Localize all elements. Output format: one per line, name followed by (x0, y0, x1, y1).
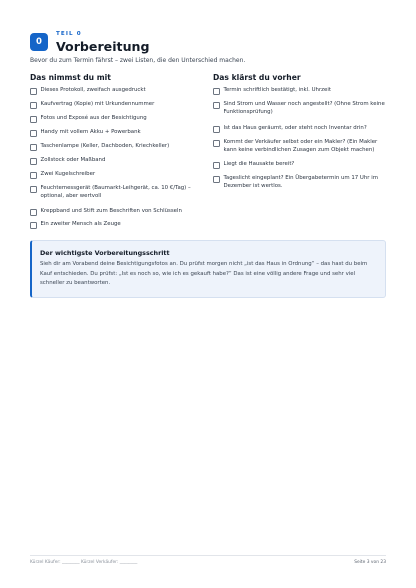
checklist-item-line: kann keine verbindlichen Zusagen zum Objekt machen) (223, 146, 375, 153)
checklist-item-label: Fotos und Exposé aus der Besichtigung (40, 115, 147, 121)
checkbox[interactable] (30, 144, 37, 151)
checklist-item (30, 143, 169, 151)
checkbox[interactable] (213, 162, 220, 169)
checklist-item (213, 139, 377, 154)
page-number: Seite 3 von 23 (354, 560, 386, 565)
tip-callout (30, 240, 386, 298)
checklist-item (30, 115, 147, 123)
checklist-item-label: Zollstock oder Maßband (40, 157, 106, 163)
intro-text: Bevor du zum Termin fährst – zwei Listen, die den Unterschied machen. (30, 57, 246, 64)
section-number-badge: 0 (30, 33, 48, 51)
checklist-item-label (224, 101, 385, 116)
checklist-bring (30, 73, 210, 227)
section-header (30, 31, 150, 54)
checklist-item-line: optional, aber wertvoll (40, 192, 102, 199)
checkbox[interactable] (30, 222, 37, 229)
tip-callout-title: Der wichtigste Vorbereitungsschritt (40, 249, 170, 257)
checklist-item (30, 221, 121, 229)
checklist-item-line: Feuchtemessgerät (Baumarkt-Leihgerät, ca. 10 €/Tag) – (40, 185, 191, 191)
checkbox[interactable] (213, 126, 220, 133)
checklist-item (30, 129, 141, 137)
page-title: Vorbereitung (56, 39, 150, 54)
checklist-item-label (41, 185, 191, 200)
checklist-item-label: Ist das Haus geräumt, oder steht noch Inventar drin? (223, 125, 367, 131)
checkbox[interactable] (213, 176, 220, 183)
checkbox[interactable] (213, 140, 220, 147)
checkbox[interactable] (213, 102, 220, 109)
checklist-item (30, 171, 95, 179)
checklist-item-line: Funktionsprüfung) (223, 108, 273, 115)
checklist-item (30, 87, 146, 95)
checklist-item (30, 185, 191, 200)
tip-callout-line: Sieh dir am Vorabend deine Besichtigungsfotos an. Du prüfst morgen nicht „ist das Haus in Ordnung“ – das hast du beim (40, 261, 368, 267)
checkbox[interactable] (30, 130, 37, 137)
checkbox[interactable] (30, 172, 37, 179)
checklist-item-line: Dezember ist wertlos. (223, 182, 283, 189)
tip-callout-body (40, 260, 376, 289)
checklist-item-label: Taschenlampe (Keller, Dachboden, Kriechkeller) (40, 143, 170, 149)
checklist-item (213, 175, 378, 190)
checklist-bring-title: Das nimmst du mit (30, 73, 111, 82)
checklist-item-label: Ein zweiter Mensch als Zeuge (40, 221, 121, 227)
checkbox[interactable] (30, 102, 37, 109)
initials-fields: Kürzel Käufer: ________ Kürzel Verkäufer: ________ (30, 560, 138, 565)
checklist-item-label: Kreppband und Stift zum Beschriften von Schlüsseln (40, 208, 182, 214)
checkbox[interactable] (30, 209, 37, 216)
checklist-item (213, 101, 385, 116)
checklist-clarify-title: Das klärst du vorher (213, 73, 301, 82)
checklist-item-label: Kaufvertrag (Kopie) mit Urkundennummer (40, 101, 155, 107)
checkbox[interactable] (30, 158, 37, 165)
checkbox[interactable] (30, 88, 37, 95)
checklist-clarify (213, 73, 389, 189)
section-heading (56, 31, 150, 54)
checkbox[interactable] (30, 116, 37, 123)
checklist-item-label (224, 175, 378, 190)
checkbox[interactable] (213, 88, 220, 95)
checklist-item (30, 208, 182, 216)
checklist-item (213, 87, 331, 95)
checklist-item-line: Tageslicht eingeplant? Ein Übergabetermin um 17 Uhr im (223, 175, 378, 181)
checklist-item (213, 125, 367, 133)
checklist-item-line: Kommt der Verkäufer selbst oder ein Makler? (Ein Makler (223, 139, 378, 145)
checklist-item (30, 101, 154, 109)
tip-callout-line: Kauf entschieden. Du prüfst: „Ist es noch so, wie ich es gekauft habe?“ Das ist eine völlig andere Frage und sehr viel (40, 270, 356, 277)
checklist-item-label: Liegt die Hausakte bereit? (223, 161, 295, 167)
checklist-item (213, 161, 294, 169)
footer-divider (30, 555, 386, 556)
checklist-item-label (224, 139, 378, 154)
checklist-item-label: Zwei Kugelschreiber (40, 171, 96, 177)
section-eyebrow: TEIL 0 (56, 31, 82, 37)
checklist-item-label: Termin schriftlich bestätigt, inkl. Uhrzeit (223, 87, 331, 93)
checklist-item-label: Dieses Protokoll, zweifach ausgedruckt (40, 87, 146, 93)
checklist-item (30, 157, 105, 165)
checklist-item-label: Handy mit vollem Akku + Powerbank (40, 129, 141, 135)
checklist-item-line: Sind Strom und Wasser noch angestellt? (Ohne Strom keine (223, 101, 385, 107)
tip-callout-line: schneller zu beantworten. (40, 280, 111, 287)
checkbox[interactable] (30, 186, 37, 193)
